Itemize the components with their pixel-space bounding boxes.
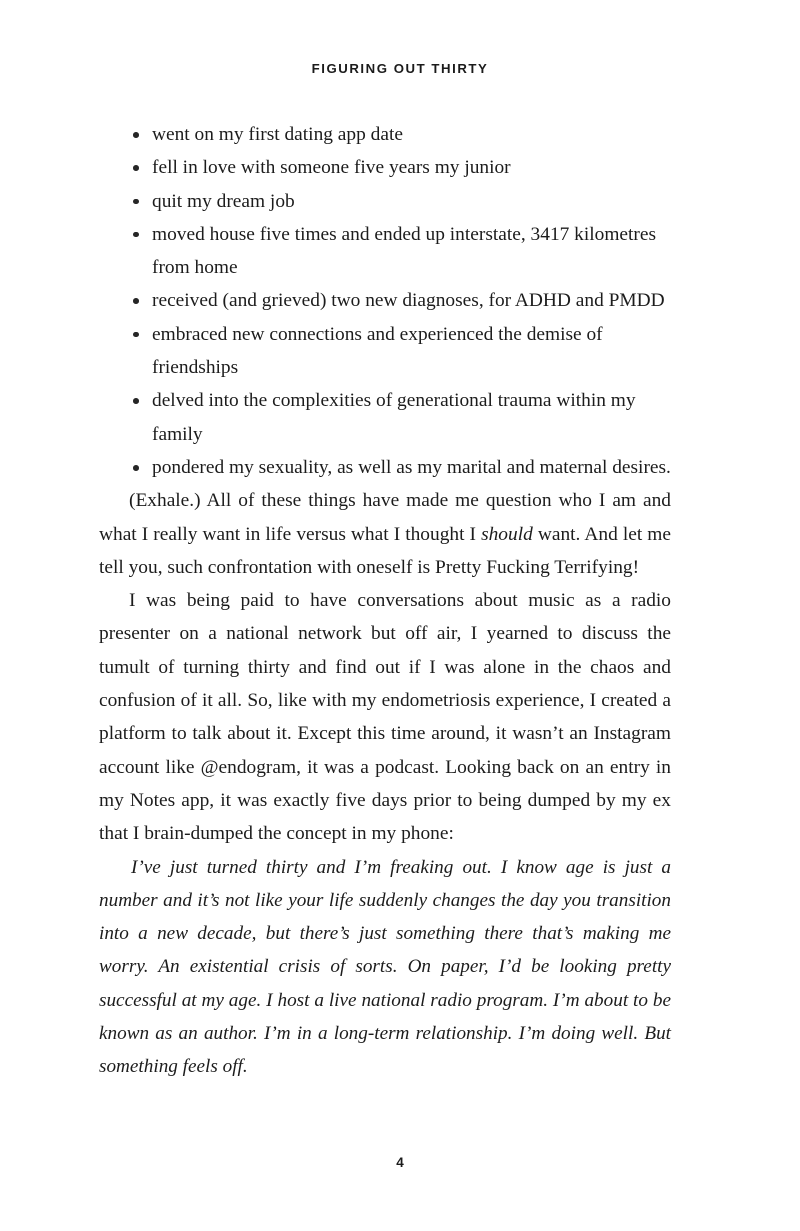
list-item <box>99 318 671 385</box>
bullet-dot-icon <box>133 465 139 471</box>
running-head: FIGURING OUT THIRTY <box>311 61 489 76</box>
list-item-text: went on my first dating app date <box>152 124 403 145</box>
list-item <box>99 185 671 218</box>
bullet-dot-icon <box>133 332 139 338</box>
list-item <box>99 218 671 285</box>
list-item <box>99 384 671 451</box>
paragraph-1-emphasis: should <box>481 523 533 545</box>
page-number: 4 <box>396 1154 404 1170</box>
bullet-dot-icon <box>133 132 139 138</box>
bullet-list <box>99 118 671 484</box>
bullet-dot-icon <box>133 199 139 205</box>
list-item-text: embraced new connections and experienced the demise of friendships <box>152 323 603 379</box>
bullet-dot-icon <box>133 298 139 304</box>
list-item-text: fell in love with someone five years my junior <box>152 157 511 179</box>
list-item <box>99 451 671 484</box>
list-item <box>99 151 671 184</box>
list-item-text: delved into the complexities of generational trauma within my family <box>152 390 636 445</box>
block-quote: I’ve just turned thirty and I’m freaking out. I know age is just a number and it’s not like your life suddenly changes the day you transition into a new decade, but there’s just something there that’s making me worry. An existential crisis of sorts. On paper, I’d be looking pretty successful at my age. I host a live national radio program. I’m about to be known as an author. I’m in a long-term relationship. I’m doing well. But something feels off. <box>99 856 671 1078</box>
bullet-dot-icon <box>133 398 139 404</box>
bullet-dot-icon <box>133 165 139 171</box>
text-block <box>99 118 671 1084</box>
list-item <box>99 284 671 317</box>
list-item-text: moved house five times and ended up interstate, 3417 kilometres from home <box>152 223 657 279</box>
list-item-text: received (and grieved) two new diagnoses, for ADHD and PMDD <box>152 290 665 312</box>
body-paragraph-1 <box>99 484 671 584</box>
body-paragraph-2: I was being paid to have conversations about music as a radio presenter on a national network but off air, I yearned to discuss the tumult of turning thirty and find out if I was alone in the chaos and confusion of it all. So, like with my endometriosis experience, I created a platform to talk about it. Except this time around, it wasn’t an Instagram account like @endogram, it was a podcast. Looking back on an entry in my Notes app, it was exactly five days prior to being dumped by my ex that I brain-dumped the concept in my phone: <box>99 590 671 845</box>
paragraph-1-segment-b: want. And let me tell you, such confrontation with oneself is Pretty Fucking Terrifying! <box>99 523 671 578</box>
list-item-text: quit my dream job <box>152 190 295 212</box>
paragraph-1-segment-a: (Exhale.) All of these things have made me question who I am and what I really want in life versus what I thought I <box>99 490 671 545</box>
list-item-text: pondered my sexuality, as well as my marital and maternal desires. <box>152 456 671 478</box>
bullet-dot-icon <box>133 232 139 238</box>
list-item <box>99 118 671 151</box>
